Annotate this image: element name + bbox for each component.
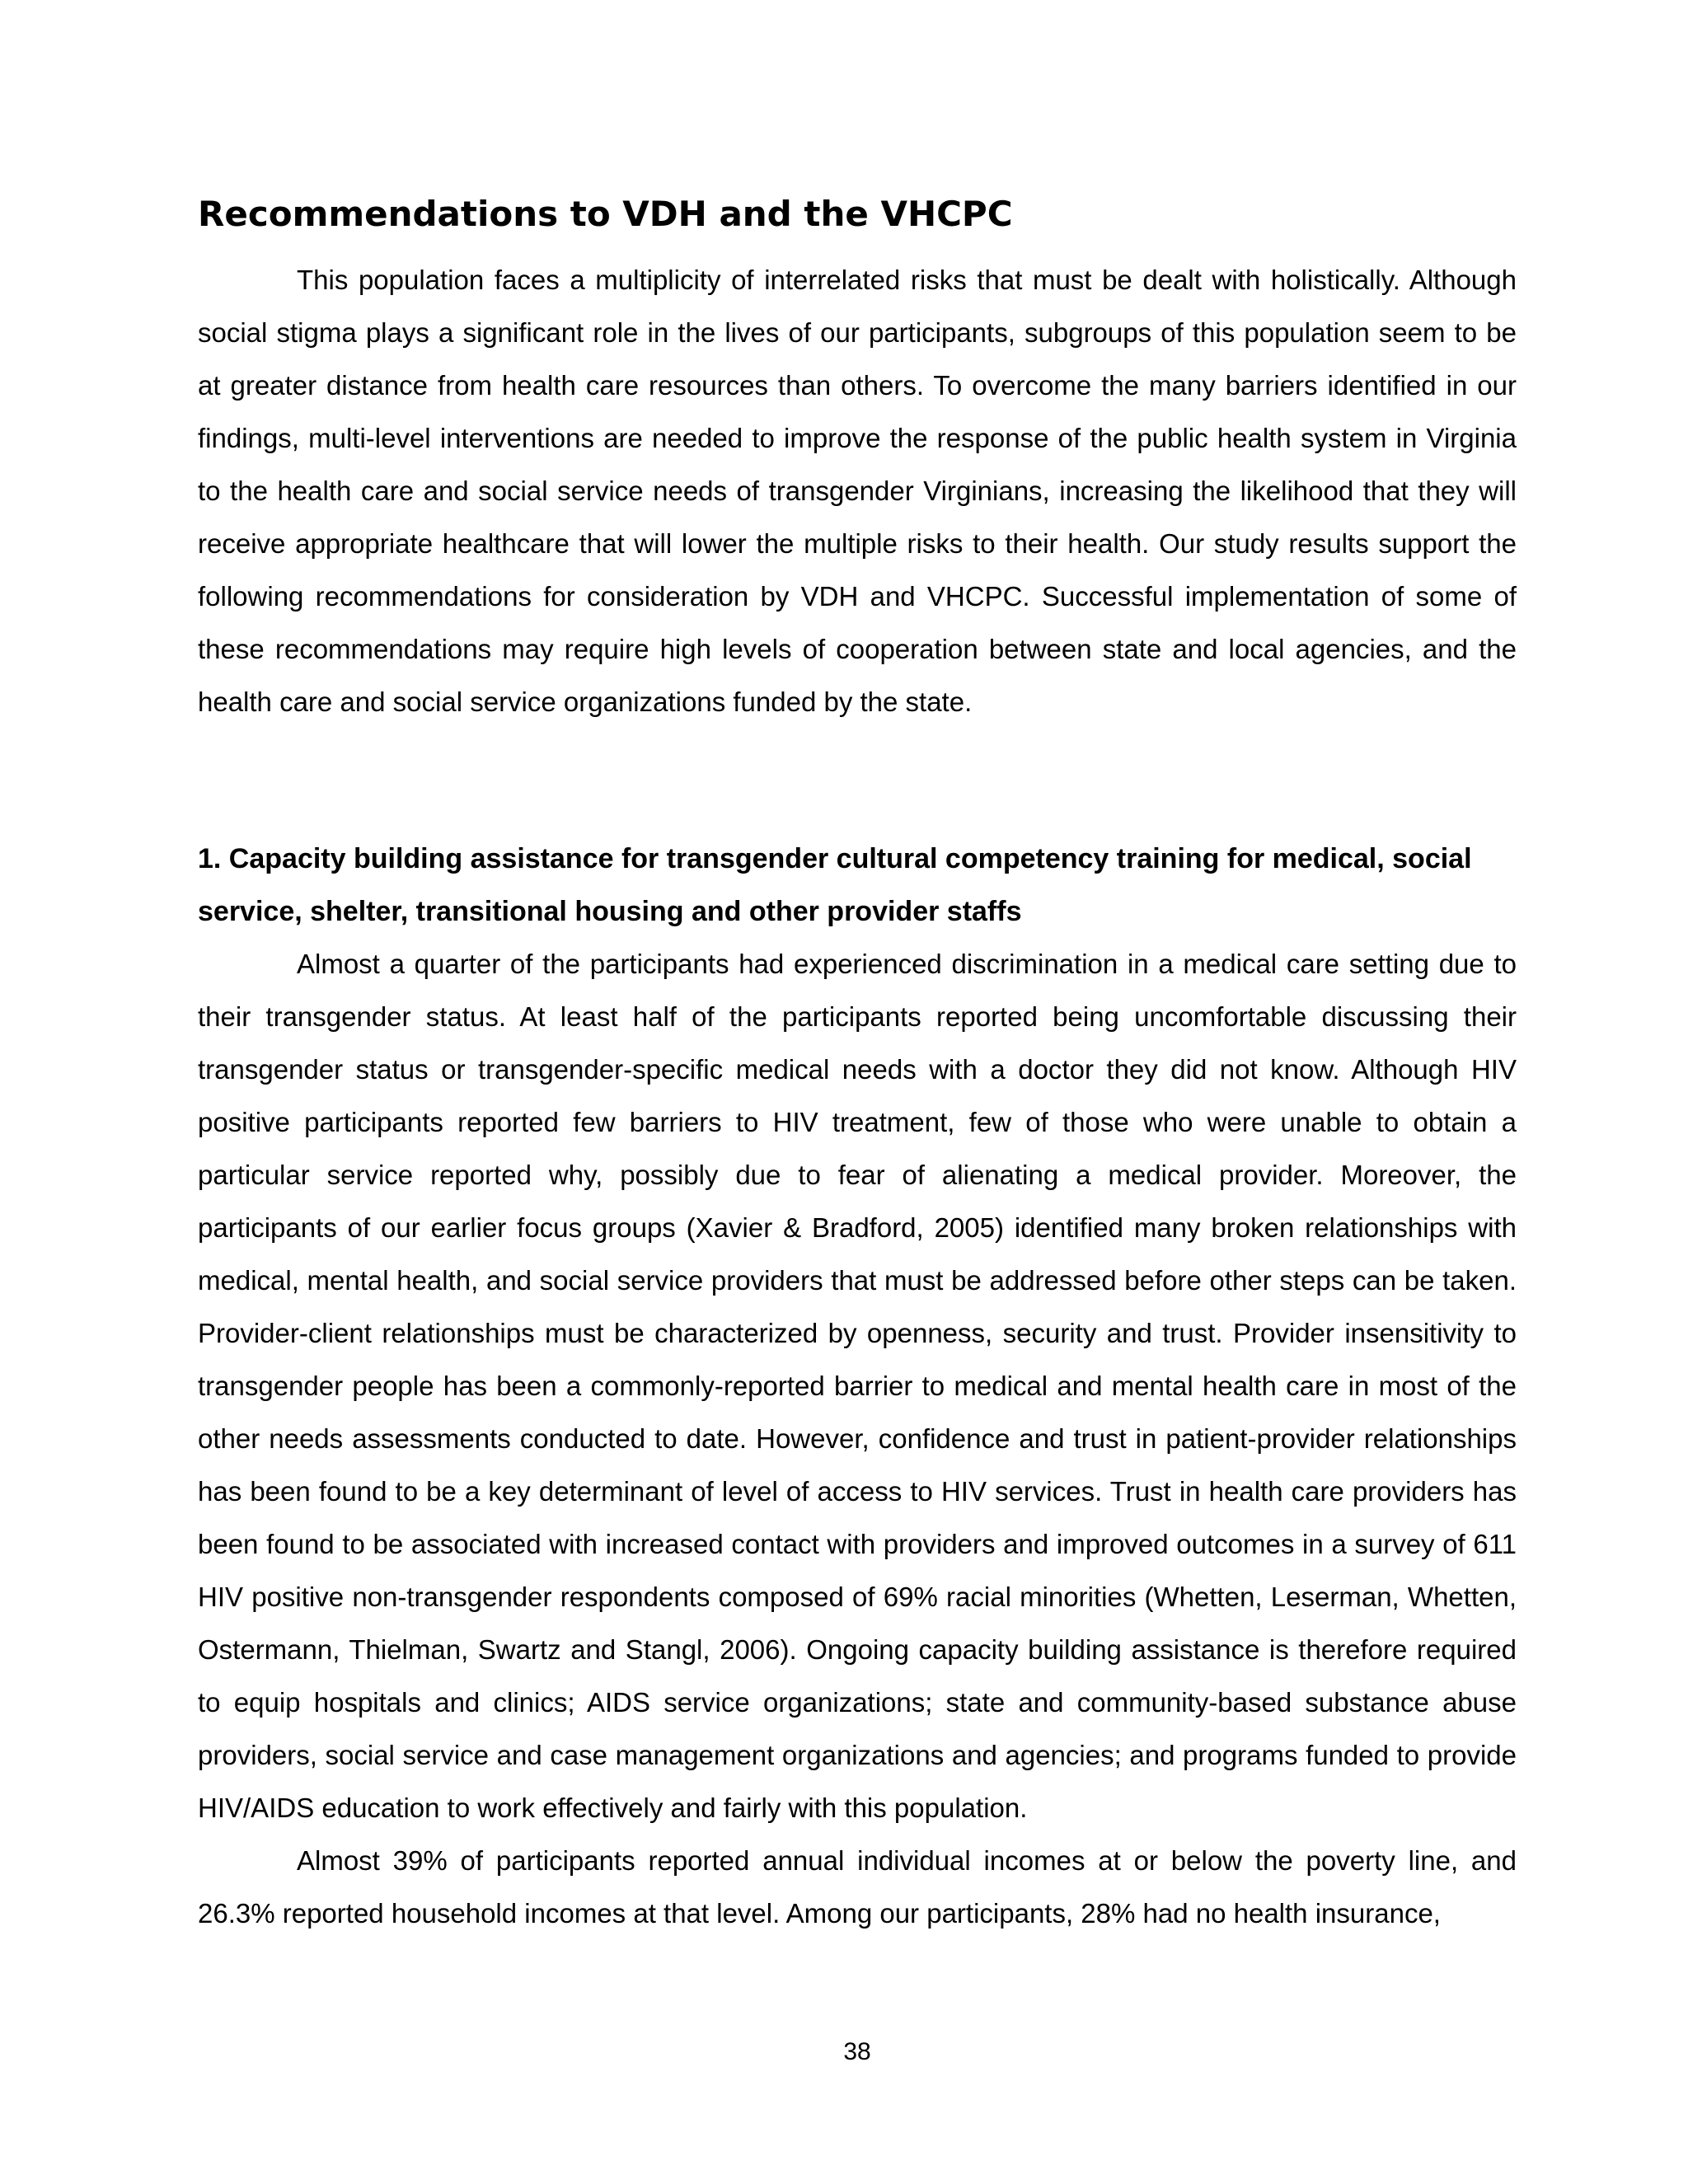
intro-paragraph: This population faces a multiplicity of interrelated risks that must be dealt with holistically. Although social stigma plays a significant role in the lives of our participants, subgroups of this population seem to be at greater distance from health care resources than others. To overcome the many barriers identified in our findings, multi-level interventions are needed to improve the response of the public health system in Virginia to the health care and social service needs of transgender Virginians, increasing the likelihood that they will receive appropriate healthcare that will lower the multiple risks to their health. Our study results support the following recommendations for consideration by VDH and VHCPC. Successful implementation of some of these recommendations may require high levels of cooperation between state and local agencies, and the health care and social service organizations funded by the state. bbox=[198, 265, 1517, 717]
recommendation-1-heading: 1. Capacity building assistance for transgender cultural competency training for medical, social service, shelter, transitional housing and other provider staffs bbox=[198, 843, 1472, 927]
body-paragraph: Almost 39% of participants reported annual individual incomes at or below the poverty line, and 26.3% reported household incomes at that level. Among our participants, 28% had no health insurance, bbox=[198, 1845, 1517, 1929]
page-number: 38 bbox=[843, 2038, 871, 2065]
recommendation-1-body bbox=[198, 938, 1517, 1940]
body-paragraph: Almost a quarter of the participants had experienced discrimination in a medical care setting due to their transgender status. At least half of the participants reported being uncomfortable discussing their transgender status or transgender-specific medical needs with a doctor they did not know. Although HIV positive participants reported few barriers to HIV treatment, few of those who were unable to obtain a particular service reported why, possibly due to fear of alienating a medical provider. Moreover, the participants of our earlier focus groups (Xavier & Bradford, 2005) identified many broken relationships with medical, mental health, and social service providers that must be addressed before other steps can be taken. Provider-client relationships must be characterized by openness, security and trust. Provider insensitivity to transgender people has been a commonly-reported barrier to medical and mental health care in most of the other needs assessments conducted to date. However, confidence and trust in patient-provider relationships has been found to be a key determinant of level of access to HIV services. Trust in health care providers has been found to be associated with increased contact with providers and improved outcomes in a survey of 611 HIV positive non-transgender respondents composed of 69% racial minorities (Whetten, Leserman, Whetten, Ostermann, Thielman, Swartz and Stangl, 2006). Ongoing capacity building assistance is therefore required to equip hospitals and clinics; AIDS service organizations; state and community-based substance abuse providers, social service and case management organizations and agencies; and programs funded to provide HIV/AIDS education to work effectively and fairly with this population. bbox=[198, 949, 1517, 1823]
section-heading: Recommendations to VDH and the VHCPC bbox=[198, 194, 1013, 234]
